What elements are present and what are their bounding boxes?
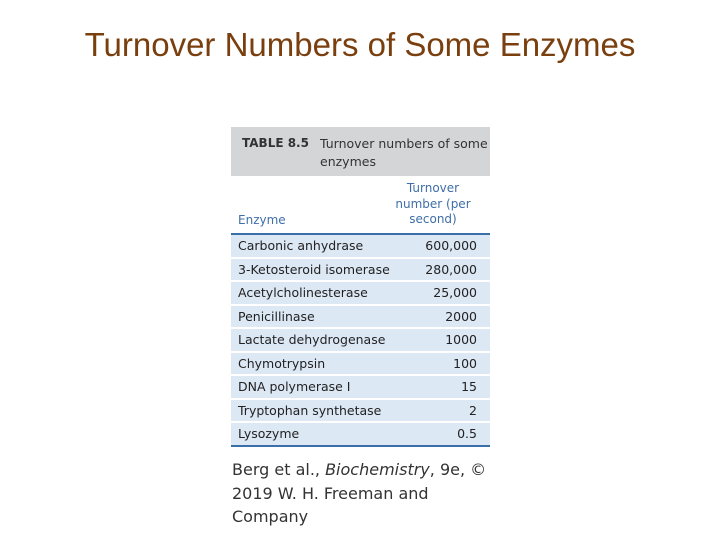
- turnover-value: 15: [461, 379, 477, 395]
- table-row: [231, 329, 490, 353]
- enzyme-name: Lactate dehydrogenase: [238, 332, 386, 348]
- enzyme-name: Chymotrypsin: [238, 355, 326, 371]
- turnover-value: 280,000: [425, 261, 477, 277]
- table-header: [231, 176, 490, 233]
- table-body: [231, 233, 490, 447]
- enzyme-table: [231, 127, 490, 447]
- credit-book-title: Biochemistry: [325, 460, 430, 479]
- table-label: TABLE 8.5: [242, 136, 309, 150]
- enzyme-name: Lysozyme: [238, 426, 300, 442]
- turnover-value: 2: [469, 402, 477, 418]
- source-credit: [232, 458, 502, 529]
- credit-authors: Berg et al.,: [232, 460, 326, 479]
- enzyme-name: 3-Ketosteroid isomerase: [238, 261, 390, 277]
- turnover-value: 25,000: [433, 285, 477, 301]
- enzyme-name: Acetylcholinesterase: [238, 285, 368, 301]
- enzyme-name: DNA polymerase I: [238, 379, 351, 395]
- column-header-turnover: Turnover number (per second): [395, 181, 471, 226]
- enzyme-name: Penicillinase: [238, 308, 315, 324]
- table-row: [231, 376, 490, 400]
- table-row: [231, 423, 490, 447]
- table-row: [231, 353, 490, 377]
- turnover-value: 0.5: [457, 426, 477, 442]
- table-row: [231, 259, 490, 283]
- enzyme-name: Carbonic anhydrase: [238, 238, 364, 254]
- credit-publisher: , 9e, © 2019 W. H. Freeman and Company: [232, 460, 487, 526]
- column-header-enzyme: Enzyme: [238, 213, 286, 227]
- table-row: [231, 282, 490, 306]
- slide-title: Turnover Numbers of Some Enzymes: [84, 26, 636, 63]
- turnover-value: 100: [453, 355, 477, 371]
- table-row: [231, 235, 490, 259]
- table-row: [231, 400, 490, 424]
- table-row: [231, 306, 490, 330]
- turnover-value: 600,000: [425, 238, 477, 254]
- turnover-value: 1000: [445, 332, 477, 348]
- enzyme-name: Tryptophan synthetase: [238, 402, 382, 418]
- turnover-value: 2000: [445, 308, 477, 324]
- table-caption-text: Turnover numbers of some enzymes: [320, 136, 488, 169]
- table-caption: [231, 127, 490, 176]
